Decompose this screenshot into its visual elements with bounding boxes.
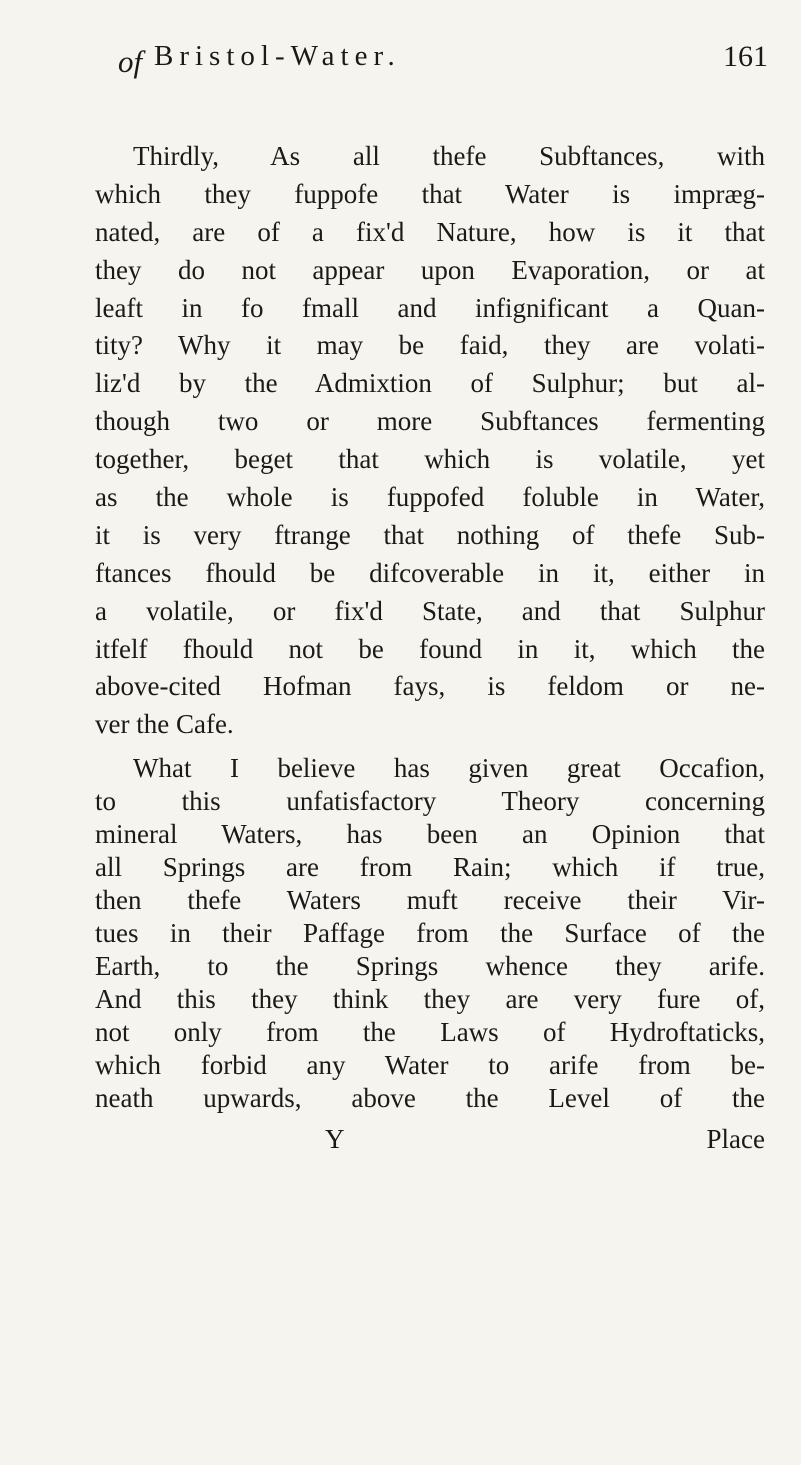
text-line: What I believe has given great Occafion,: [133, 753, 765, 783]
text-line: mineral Waters, has been an Opinion that: [95, 819, 765, 849]
page-number: 161: [723, 40, 768, 73]
text-line: which forbid any Water to arife from be-: [95, 1050, 765, 1080]
page-footer: [95, 1122, 765, 1156]
text-line: all Springs are from Rain; which if true,: [95, 852, 765, 882]
text-line: together, beget that which is volatile, yet: [95, 444, 765, 475]
text-line: ftances fhould be difcoverable in it, either in: [95, 557, 765, 588]
text-line: Earth, to the Springs whence they arife.: [95, 951, 765, 981]
header-prefix: of: [118, 44, 143, 79]
text-line: above-cited Hofman fays, is feldom or ne-: [95, 671, 765, 702]
text-line: itfelf fhould not be found in it, which the: [95, 633, 765, 664]
text-line: And this they think they are very fure of,: [95, 984, 765, 1014]
text-line: which they fuppofe that Water is impræg-: [95, 178, 765, 209]
text-line: tues in their Paffage from the Surface of the: [95, 918, 765, 948]
text-line: not only from the Laws of Hydroftaticks,: [95, 1017, 765, 1047]
text-line: nated, are of a fix'd Nature, how is it that: [95, 216, 765, 247]
text-line: neath upwards, above the Level of the: [95, 1083, 765, 1113]
text-line: leaft in fo fmall and infignificant a Quan-: [95, 292, 765, 323]
text-line: as the whole is fuppofed foluble in Water,: [95, 482, 765, 513]
text-line: then thefe Waters muft receive their Vir-: [95, 885, 765, 915]
text-line: Thirdly, As all thefe Subftances, with: [133, 141, 765, 171]
catchword: Place: [706, 1124, 765, 1154]
paragraph-1: [95, 138, 765, 744]
running-header: [118, 38, 768, 88]
paragraph-2: [95, 752, 765, 1115]
header-title: Bristol-Water.: [154, 40, 401, 72]
text-line: they do not appear upon Evaporation, or at: [95, 254, 765, 285]
text-line: a volatile, or fix'd State, and that Sulphur: [95, 595, 765, 626]
text-line: though two or more Subftances fermenting: [95, 406, 765, 437]
text-line: ver the Cafe.: [95, 709, 234, 740]
text-line: liz'd by the Admixtion of Sulphur; but al-: [95, 368, 765, 399]
signature-mark: Y: [325, 1124, 345, 1154]
text-line: tity? Why it may be faid, they are volati-: [95, 330, 765, 361]
text-line: it is very ftrange that nothing of thefe Sub-: [95, 519, 765, 550]
text-line: to this unfatisfactory Theory concerning: [95, 786, 765, 816]
